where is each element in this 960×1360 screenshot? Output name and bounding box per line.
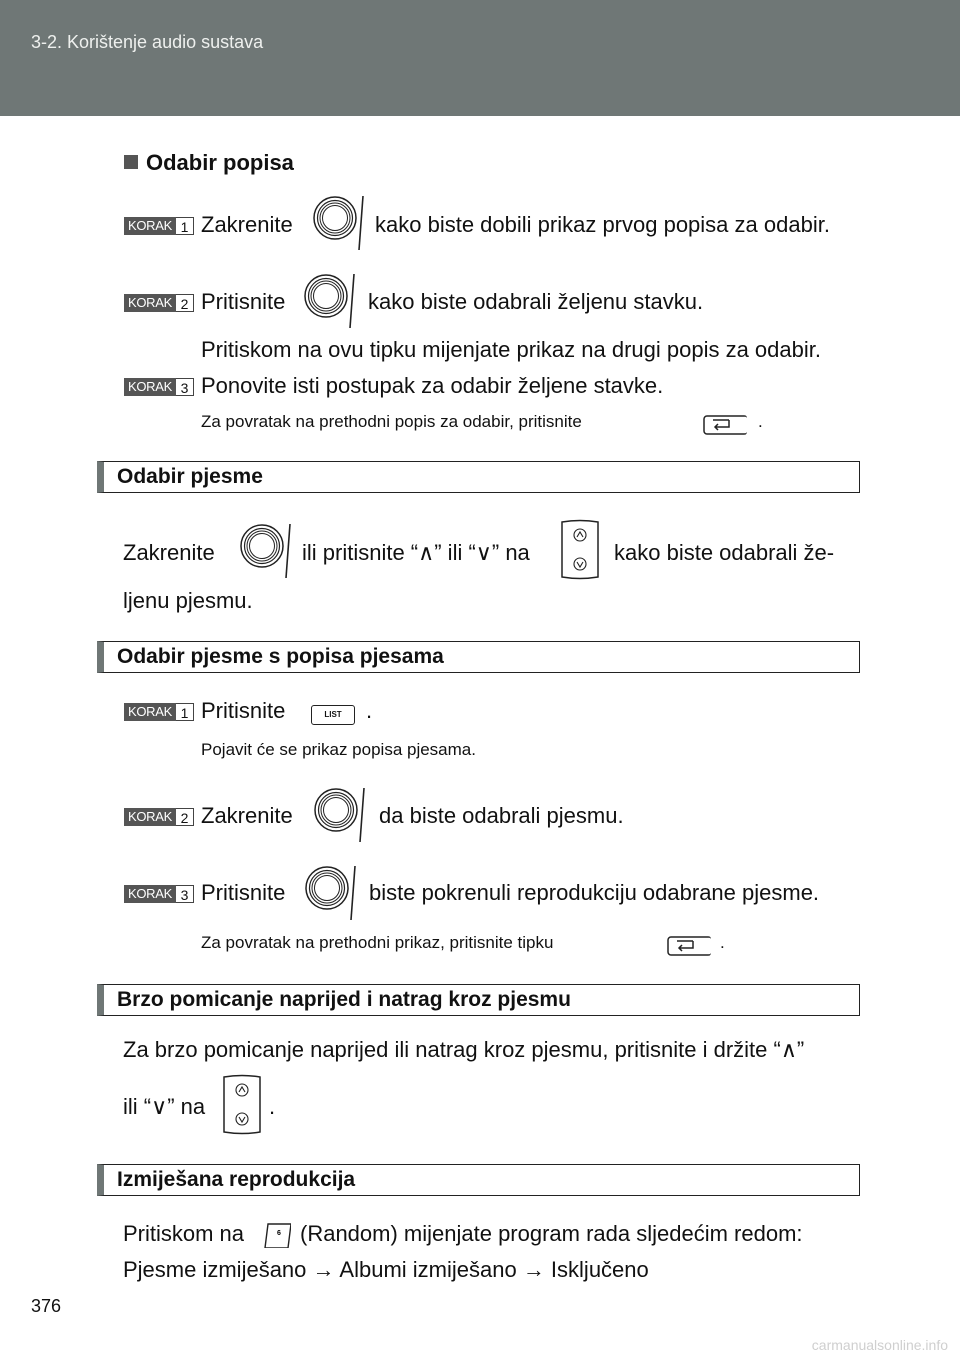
seek-up-down-button-icon xyxy=(556,519,604,581)
step-text: kako biste odabrali željenu stavku. xyxy=(368,289,704,314)
step-text: kako biste dobili prikaz prvog popisa za odabir. xyxy=(375,212,830,237)
chapter-title: 3-2. Korištenje audio sustava xyxy=(31,32,264,52)
punctuation: . xyxy=(758,412,763,431)
square-bullet-icon xyxy=(124,155,138,169)
step-text: Zakrenite xyxy=(201,212,293,237)
body-text: Pritiskom na xyxy=(123,1221,245,1246)
body-text: Pjesme izmiješano → Albumi izmiješano → Isključeno xyxy=(123,1257,649,1282)
body-text: ili pritisnite “∧” ili “∨” na xyxy=(302,540,530,565)
step-badge-2: KORAK 2 xyxy=(124,294,194,312)
step-note: Pritiskom na ovu tipku mijenjate prikaz na drugi popis za odabir. xyxy=(201,337,821,362)
tune-knob-icon xyxy=(303,864,359,922)
return-note: Za povratak na prethodni popis za odabir, pritisnite xyxy=(201,412,582,431)
step-text: biste pokrenuli reprodukciju odabrane pjesme. xyxy=(369,880,820,905)
step-text: Zakrenite xyxy=(201,803,293,828)
preset-6-label: 6 xyxy=(277,1230,281,1237)
punctuation: . xyxy=(366,698,373,723)
step-badge-1: KORAK 1 xyxy=(124,217,194,235)
punctuation: . xyxy=(720,933,725,952)
tune-knob-icon xyxy=(238,522,294,580)
body-text: ljenu pjesmu. xyxy=(123,588,253,613)
section-title: Izmiješana reprodukcija xyxy=(117,1168,356,1191)
body-text: (Random) mijenjate program rada sljedećim redom: xyxy=(300,1221,803,1246)
step-note: Pojavit će se prikaz popisa pjesama. xyxy=(201,740,476,759)
step-text: Pritisnite xyxy=(201,289,286,314)
back-button-icon xyxy=(703,415,747,435)
section-bar-izmijesana xyxy=(97,1164,860,1196)
section-title: Odabir pjesme xyxy=(117,465,263,488)
section-title: Brzo pomicanje naprijed i natrag kroz pjesmu xyxy=(117,988,571,1011)
back-button-icon xyxy=(667,936,711,956)
list-button-icon: LIST xyxy=(311,705,355,725)
page-header xyxy=(0,0,960,116)
preset-6-button-icon xyxy=(263,1222,291,1248)
step-badge-3: KORAK 3 xyxy=(124,885,194,903)
body-text: ili “∨” na xyxy=(123,1094,206,1119)
step-text: da biste odabrali pjesmu. xyxy=(379,803,624,828)
return-note: Za povratak na prethodni prikaz, pritisnite tipku xyxy=(201,933,554,952)
body-text: Za brzo pomicanje naprijed ili natrag kroz pjesmu, pritisnite i držite “∧” xyxy=(123,1037,805,1062)
tune-knob-icon xyxy=(311,194,367,252)
section-title: Odabir pjesme s popisa pjesama xyxy=(117,645,444,668)
seek-up-down-button-icon xyxy=(218,1074,266,1136)
body-text: Zakrenite xyxy=(123,540,215,565)
tune-knob-icon xyxy=(312,786,368,844)
body-text: kako biste odabrali že- xyxy=(614,540,835,565)
section-bar-odabir-pjesme xyxy=(97,461,860,493)
step-text: Pritisnite xyxy=(201,698,286,723)
step-badge-1: KORAK 1 xyxy=(124,703,194,721)
subsection-heading: Odabir popisa xyxy=(124,150,294,176)
page-number: 376 xyxy=(31,1296,62,1316)
watermark: carmanualsonline.info xyxy=(811,1337,948,1353)
step-badge-3: KORAK 3 xyxy=(124,378,194,396)
punctuation: . xyxy=(269,1094,276,1119)
step-text: Ponovite isti postupak za odabir željene stavke. xyxy=(201,373,664,398)
step-text: Pritisnite xyxy=(201,880,286,905)
step-badge-2: KORAK 2 xyxy=(124,808,194,826)
section-bar-odabir-s-popisa xyxy=(97,641,860,673)
section-bar-brzo-pomicanje xyxy=(97,984,860,1016)
tune-knob-icon xyxy=(302,272,358,330)
